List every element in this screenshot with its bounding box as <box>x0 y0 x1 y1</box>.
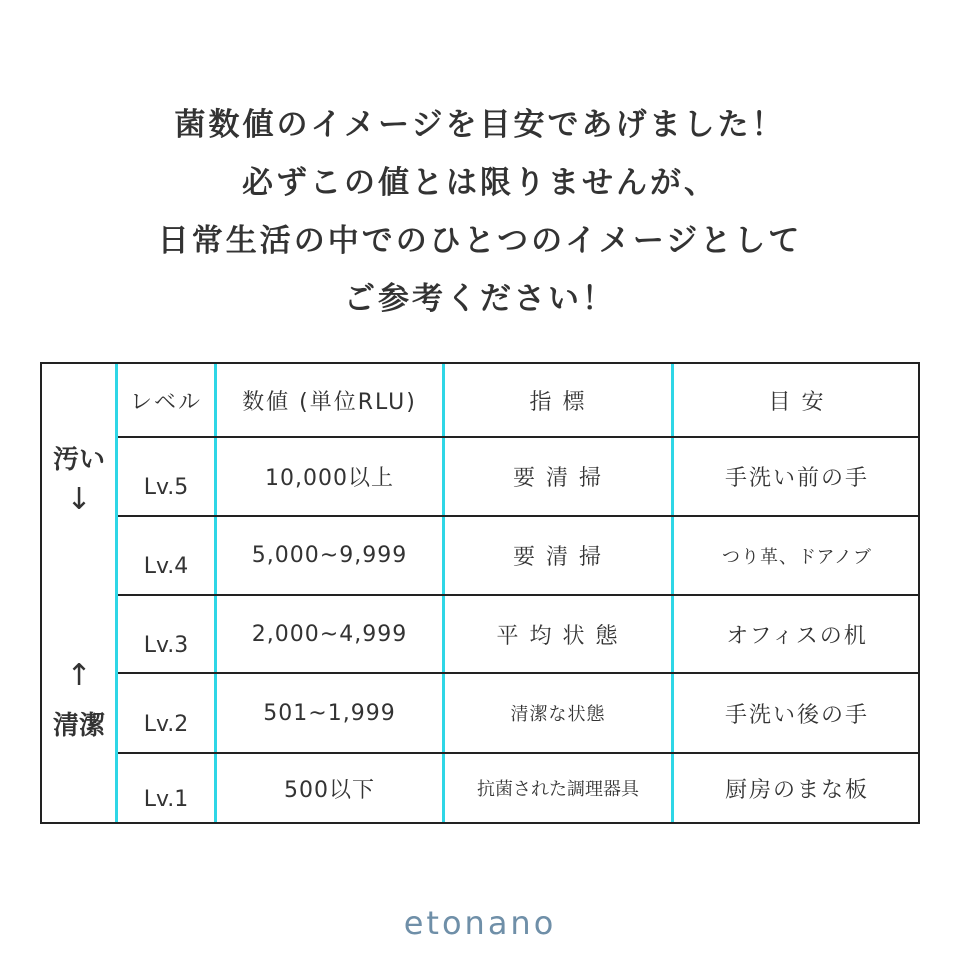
intro-text <box>0 96 960 328</box>
row-example: 手洗い前の手 <box>724 466 869 491</box>
header-indicator: 指 標 <box>529 389 587 415</box>
bacteria-level-table <box>40 362 920 824</box>
row-example: オフィスの机 <box>726 623 868 649</box>
row-level: Lv.4 <box>143 554 189 579</box>
intro-line-4: ご参考ください！ <box>344 281 616 317</box>
intro-line-1: 菌数値のイメージを目安であげました！ <box>174 107 786 143</box>
row-value: 501~1,999 <box>263 700 396 726</box>
dirty-label: 汚い <box>52 445 105 475</box>
row-level: Lv.1 <box>143 786 189 812</box>
clean-label: 清潔 <box>52 711 105 741</box>
intro-line-3: 日常生活の中でのひとつのイメージとして <box>157 223 803 259</box>
row-level: Lv.3 <box>143 632 189 658</box>
row-indicator: 清潔な状態 <box>510 704 606 725</box>
row-level: Lv.5 <box>143 475 189 500</box>
header-example: 目 安 <box>768 389 826 415</box>
row-value: 500以下 <box>284 777 375 803</box>
up-arrow-icon: ↑ <box>66 658 92 693</box>
header-level: レベル <box>129 389 202 415</box>
row-example: つり革、ドアノブ <box>721 546 873 568</box>
header-value: 数値 (単位RLU) <box>242 389 417 415</box>
row-indicator: 抗菌された調理器具 <box>477 779 639 800</box>
row-level: Lv.2 <box>143 711 189 737</box>
row-example: 手洗い後の手 <box>724 702 869 728</box>
down-arrow-icon: ↓ <box>66 482 92 517</box>
row-example: 厨房のまな板 <box>724 777 869 803</box>
brand-logo: etonano <box>403 904 557 942</box>
row-indicator: 要 清 掃 <box>513 466 603 491</box>
row-indicator: 平 均 状 態 <box>496 623 620 649</box>
row-value: 10,000以上 <box>265 466 394 491</box>
intro-line-2: 必ずこの値とは限りませんが、 <box>242 165 718 201</box>
row-indicator: 要 清 掃 <box>513 545 603 570</box>
row-value: 2,000~4,999 <box>251 621 408 647</box>
row-value: 5,000~9,999 <box>251 543 408 568</box>
